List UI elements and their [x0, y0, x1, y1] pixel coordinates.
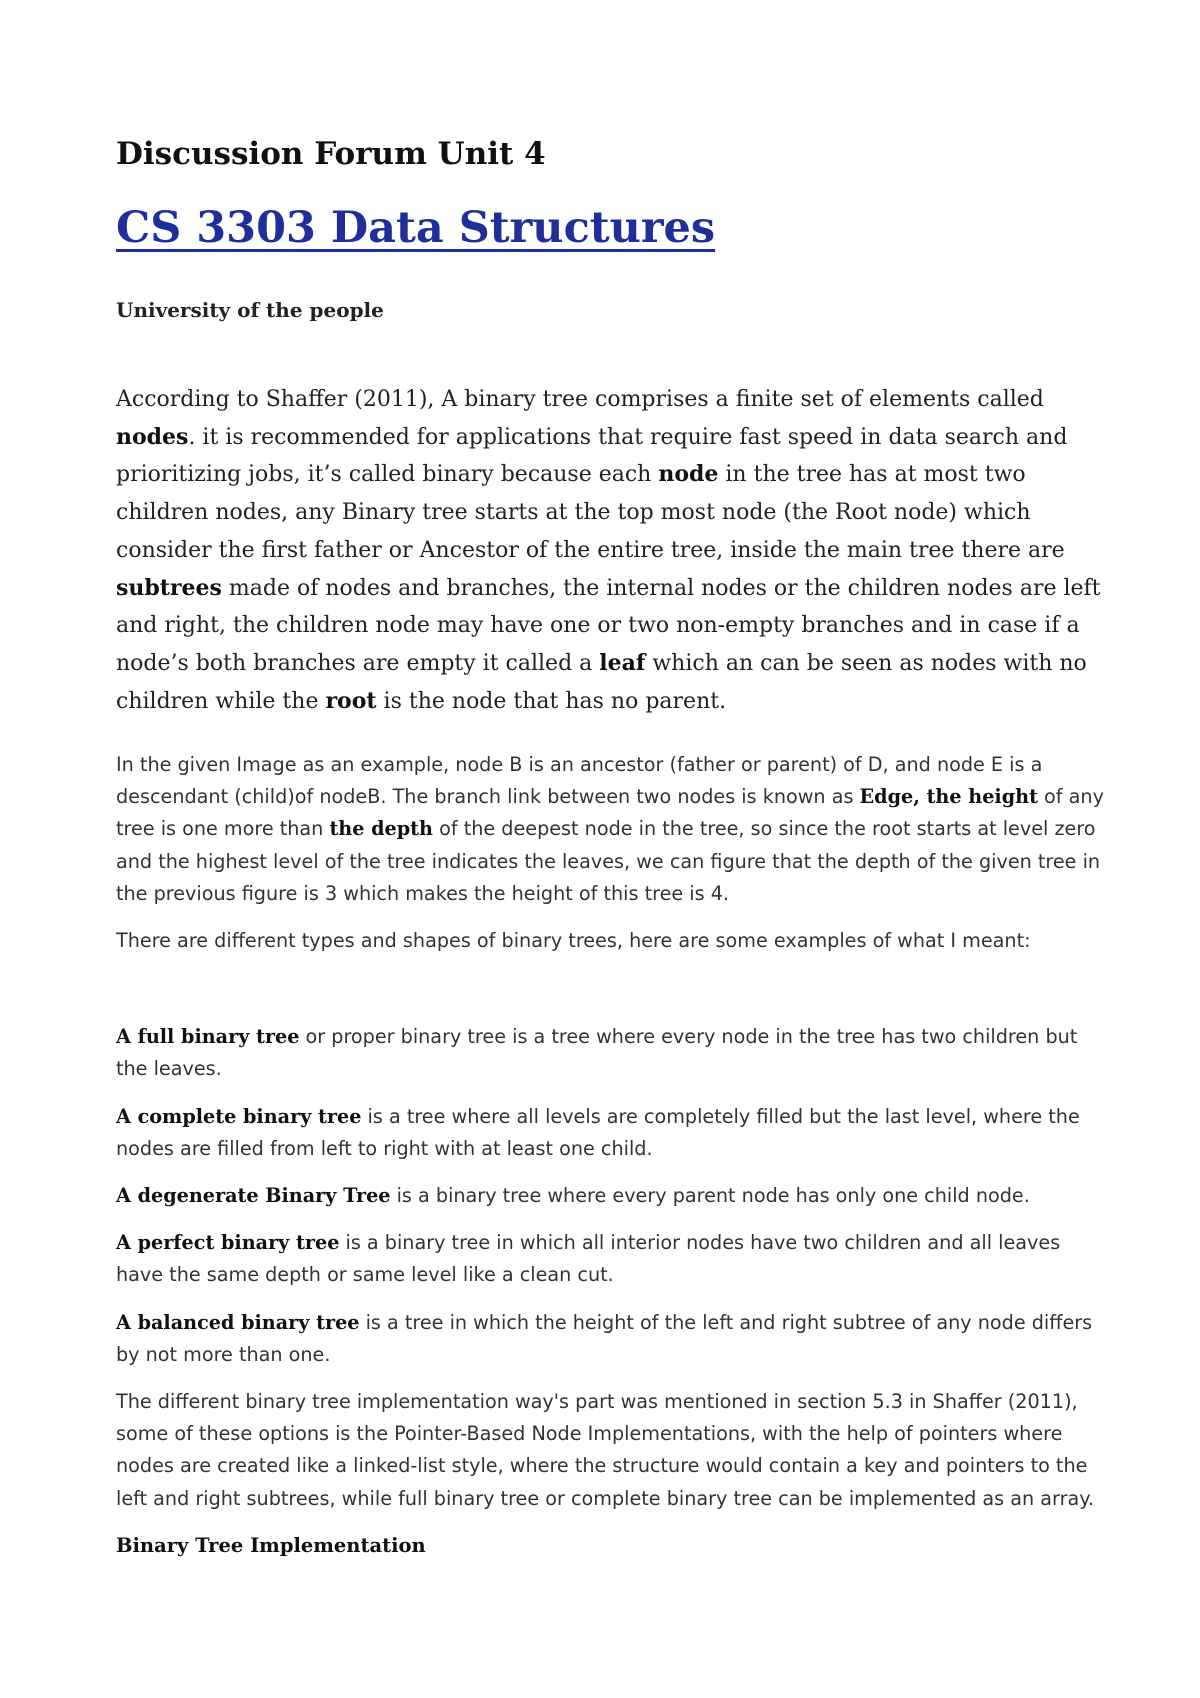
tree-type-balanced	[116, 1307, 1106, 1371]
section-heading: Binary Tree Implementation	[116, 1533, 426, 1557]
intro-text: . it is recommended for applications that require fast speed in data search and prioritizing jobs, it’s called binary because each	[116, 424, 1068, 488]
implementation-paragraph: The different binary tree implementation way's part was mentioned in section 5.3 in Shaffer (2011), some of these options is the Pointer-Based Node Implementations, with the help of pointers where nodes are created like a linked-list style, where the structure would contain a key and pointers to the left and right subtrees, while full binary tree or complete binary tree can be implemented as an array.	[116, 1390, 1094, 1510]
intro-text: made of nodes and branches, the internal nodes or the children nodes are left and right, the children node may have one or two non-empty branches and in case if a node’s both branches are empty it called a	[116, 575, 1101, 676]
intro-paragraph	[116, 381, 1106, 720]
tree-type-full	[116, 1021, 1106, 1085]
paragraph-text: of any tree is one more than	[116, 785, 1104, 841]
tree-type-definition: is a binary tree where every parent node has only one child node.	[390, 1184, 1030, 1208]
term-depth: the depth	[329, 817, 433, 841]
tree-type-term: A complete binary tree	[116, 1104, 362, 1128]
tree-type-term: A balanced binary tree	[116, 1310, 360, 1334]
blank-line	[116, 972, 1106, 1021]
tree-type-definition: is a tree where all levels are completely filled but the last level, where the nodes are filled from left to right with at least one child.	[116, 1104, 1080, 1160]
intro-term-subtrees: subtrees	[116, 574, 222, 601]
intro-term-nodes: nodes	[116, 423, 189, 450]
document-title: Discussion Forum Unit 4	[116, 136, 546, 172]
intro-term-node: node	[658, 461, 719, 488]
term-edge-height: Edge, the height	[859, 785, 1038, 809]
intro-term-root: root	[325, 687, 377, 714]
paragraph-text: of the deepest node in the tree, so since the root starts at level zero and the highest level of the tree indicates the leaves, we can figure that the depth of the given tree in the previous figure is 3 which makes the height of this tree is 4.	[116, 817, 1101, 905]
intro-text: is the node that has no parent.	[376, 688, 727, 714]
tree-types-intro-paragraph: There are different types and shapes of binary trees, here are some examples of what I meant:	[116, 929, 1031, 953]
tree-type-term: A perfect binary tree	[116, 1231, 340, 1255]
tree-type-perfect	[116, 1227, 1106, 1291]
tree-type-degenerate	[116, 1180, 1106, 1212]
paragraph-text: In the given Image as an example, node B is an ancestor (father or parent) of D, and node E is a descendant (child)of nodeB. The branch link between two nodes is known as	[116, 753, 1043, 809]
intro-term-leaf: leaf	[599, 649, 646, 676]
tree-type-definition: or proper binary tree is a tree where every node in the tree has two children but the leaves.	[116, 1025, 1078, 1081]
document-body	[116, 749, 1106, 1577]
tree-type-complete	[116, 1101, 1106, 1165]
course-link[interactable]: CS 3303 Data Structures	[116, 203, 716, 253]
intro-text: which an can be seen as nodes with no children while the	[116, 650, 1087, 714]
tree-type-term: A full binary tree	[116, 1025, 300, 1049]
tree-type-definition: is a binary tree in which all interior nodes have two children and all leaves have the same depth or same level like a clean cut.	[116, 1231, 1061, 1287]
image-example-paragraph	[116, 749, 1106, 910]
university-name: University of the people	[116, 298, 384, 322]
intro-text: in the tree has at most two children nodes, any Binary tree starts at the top most node (the Root node) which consider the first father or Ancestor of the entire tree, inside the main tree there are	[116, 462, 1065, 563]
tree-type-definition: is a tree in which the height of the left and right subtree of any node differs by not more than one.	[116, 1310, 1093, 1366]
intro-text: According to Shaffer (2011), A binary tree comprises a finite set of elements called	[116, 387, 1044, 412]
tree-type-term: A degenerate Binary Tree	[116, 1184, 391, 1208]
